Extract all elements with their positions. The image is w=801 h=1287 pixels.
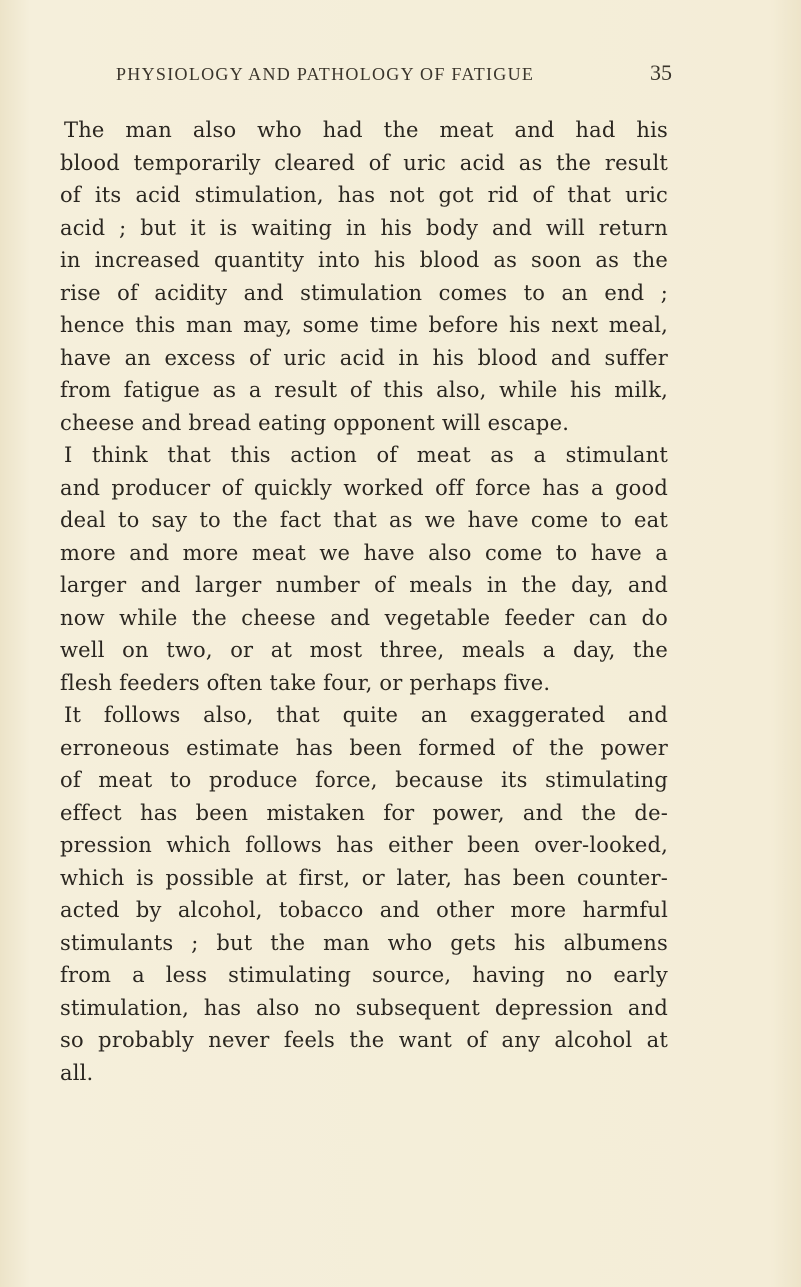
text-line: rise of acidity and stimulation comes to an end ; xyxy=(60,280,668,305)
text-line: It follows also, that quite an exaggerated and xyxy=(64,703,668,727)
text-line: stimulants ; but the man who gets his albumens xyxy=(60,930,668,955)
text-line: so probably never feels the want of any alcohol at xyxy=(60,1028,668,1052)
text-line: pression which follows has either been over-looked, xyxy=(60,833,668,857)
text-line: cheese and bread eating opponent will escape. xyxy=(60,410,570,435)
text-line: hence this man may, some time before his next meal, xyxy=(60,313,668,337)
text-line: The man also who had the meat and had his xyxy=(64,118,668,142)
text-line: all. xyxy=(60,1060,94,1085)
text-line: effect has been mistaken for power, and the de- xyxy=(60,800,668,825)
text-line: and producer of quickly worked off force has a good xyxy=(60,475,668,500)
text-line: of its acid stimulation, has not got rid of that uric xyxy=(60,183,668,207)
text-line: in increased quantity into his blood as soon as the xyxy=(60,248,668,272)
running-title: PHYSIOLOGY AND PATHOLOGY OF FATIGUE xyxy=(116,64,535,84)
text-line: of meat to produce force, because its stimulating xyxy=(60,768,668,792)
text-line: well on two, or at most three, meals a day, the xyxy=(60,638,668,662)
text-line: flesh feeders often take four, or perhaps five. xyxy=(60,670,551,695)
text-line: more and more meat we have also come to have a xyxy=(60,540,668,565)
text-line: larger and larger number of meals in the day, and xyxy=(60,573,668,597)
text-line: I think that this action of meat as a stimulant xyxy=(64,443,668,467)
page-number: 35 xyxy=(650,60,672,85)
running-head xyxy=(116,60,672,86)
text-line: acted by alcohol, tobacco and other more harmful xyxy=(60,898,668,922)
text-line: have an excess of uric acid in his blood and suffer xyxy=(60,345,668,370)
text-line: deal to say to the fact that as we have come to eat xyxy=(60,508,668,532)
text-line: now while the cheese and vegetable feeder can do xyxy=(60,605,668,630)
body-text xyxy=(60,114,668,1089)
text-line: acid ; but it is waiting in his body and will return xyxy=(60,215,668,240)
text-line: erroneous estimate has been formed of the power xyxy=(60,735,668,760)
text-line: stimulation, has also no subsequent depression and xyxy=(60,995,668,1020)
text-line: which is possible at first, or later, has been counter- xyxy=(60,865,668,890)
text-line: blood temporarily cleared of uric acid as the result xyxy=(60,150,668,175)
text-line: from a less stimulating source, having no early xyxy=(60,963,668,987)
text-line: from fatigue as a result of this also, while his milk, xyxy=(60,378,668,402)
